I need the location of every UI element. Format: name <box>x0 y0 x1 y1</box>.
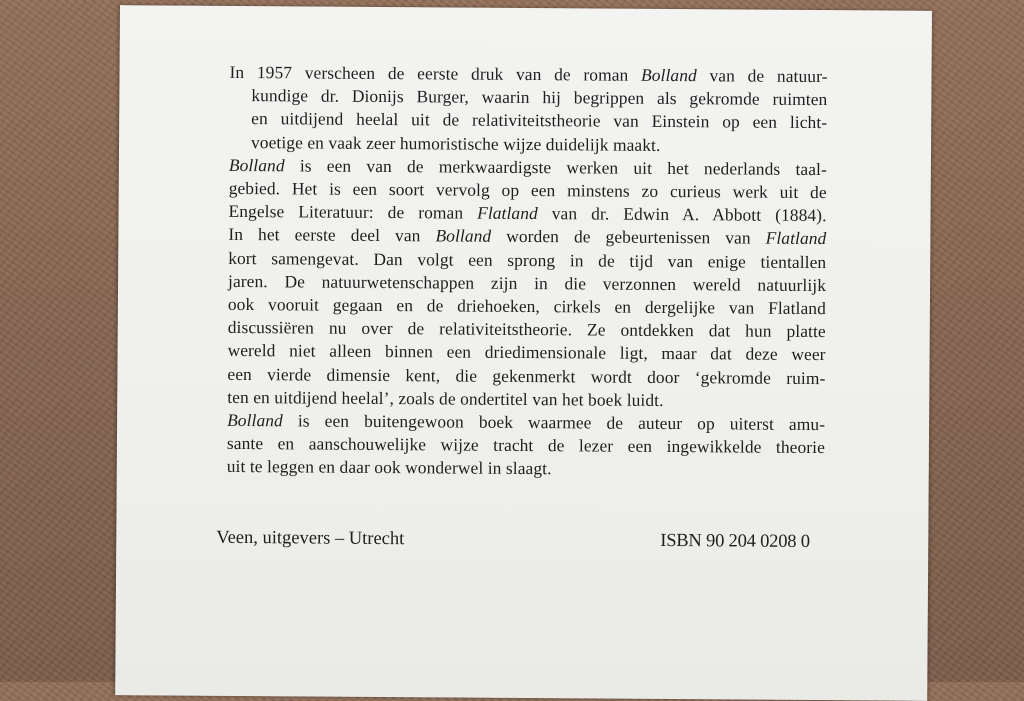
book-title-italic: Bolland <box>228 154 285 176</box>
blurb-text-run: een vierde dimensie kent, die gekenmerkt wordt door ‘gekromde ruim- <box>227 363 826 388</box>
book-title-italic: Bolland <box>641 64 697 86</box>
blurb-text-run: discussiëren nu over de relativiteitstheorie. Ze ontdekken dat hun platte <box>227 317 826 342</box>
blurb-text-run: Engelse Literatuur: de roman <box>228 201 478 223</box>
blurb-text-run: sante en aanschouwelijke wijze tracht de lezer een ingewikkelde theorie <box>226 433 826 458</box>
book-title-italic: Flatland <box>477 202 538 224</box>
blurb-text-run: kundige dr. Dionijs Burger, waarin hij begrippen als gekromde ruimten <box>251 85 828 110</box>
blurb-text-run: jaren. De natuurwetenschappen zijn in die verzonnen wereld natuurlijk <box>228 270 827 295</box>
blurb-text <box>227 61 828 483</box>
blurb-line <box>227 455 825 482</box>
blurb-text-run: is een van de merkwaardigste werken uit het nederlands taal- <box>284 155 827 179</box>
blurb-text-run: ten en uitdijend heelal’, zoals de ondertitel van het boek luidt. <box>227 386 664 410</box>
publisher-line: Veen, uitgevers – Utrecht <box>216 527 405 550</box>
blurb-text-run: uit te leggen en daar ook wonderwel in slaagt. <box>226 456 552 479</box>
blurb-text-run: In het eerste deel van <box>228 224 436 246</box>
blurb-text-run: kort samengevat. Dan volgt een sprong in de tijd van enige tientallen <box>228 247 827 272</box>
isbn-line: ISBN 90 204 0208 0 <box>660 530 810 552</box>
blurb-text-run: van dr. Edwin A. Abbott (1884). <box>537 203 827 226</box>
blurb-text-run: en uitdijend heelal uit de relativiteitstheorie van Einstein op een licht- <box>251 108 828 133</box>
book-title-italic: Bolland <box>227 409 283 431</box>
book-title-italic: Bolland <box>435 225 492 247</box>
blurb-text-run: wereld niet alleen binnen een driedimensionale ligt, maar dat deze weer <box>227 340 826 365</box>
blurb-text-run: ook vooruit gegaan en de driehoeken, cirkels en dergelijke van Flatland <box>227 293 826 319</box>
blurb-text-run: In 1957 verscheen de eerste druk van de roman <box>229 61 642 85</box>
blurb-text-run: worden de gebeurtenissen van <box>491 226 766 249</box>
blurb-text-run: is een buitengewoon boek waarmee de auteur op uiterst amu- <box>282 410 826 435</box>
blurb-text-run: van de natuur- <box>696 65 828 87</box>
blurb-text-run: gebied. Het is een soort vervolg op een minstens zo curieus werk uit de <box>228 177 827 203</box>
book-title-italic: Flatland <box>765 228 827 249</box>
book-back-cover <box>115 5 932 701</box>
blurb-text-run: voetige en vaak zeer humoristische wijze duidelijk maakt. <box>250 131 661 155</box>
